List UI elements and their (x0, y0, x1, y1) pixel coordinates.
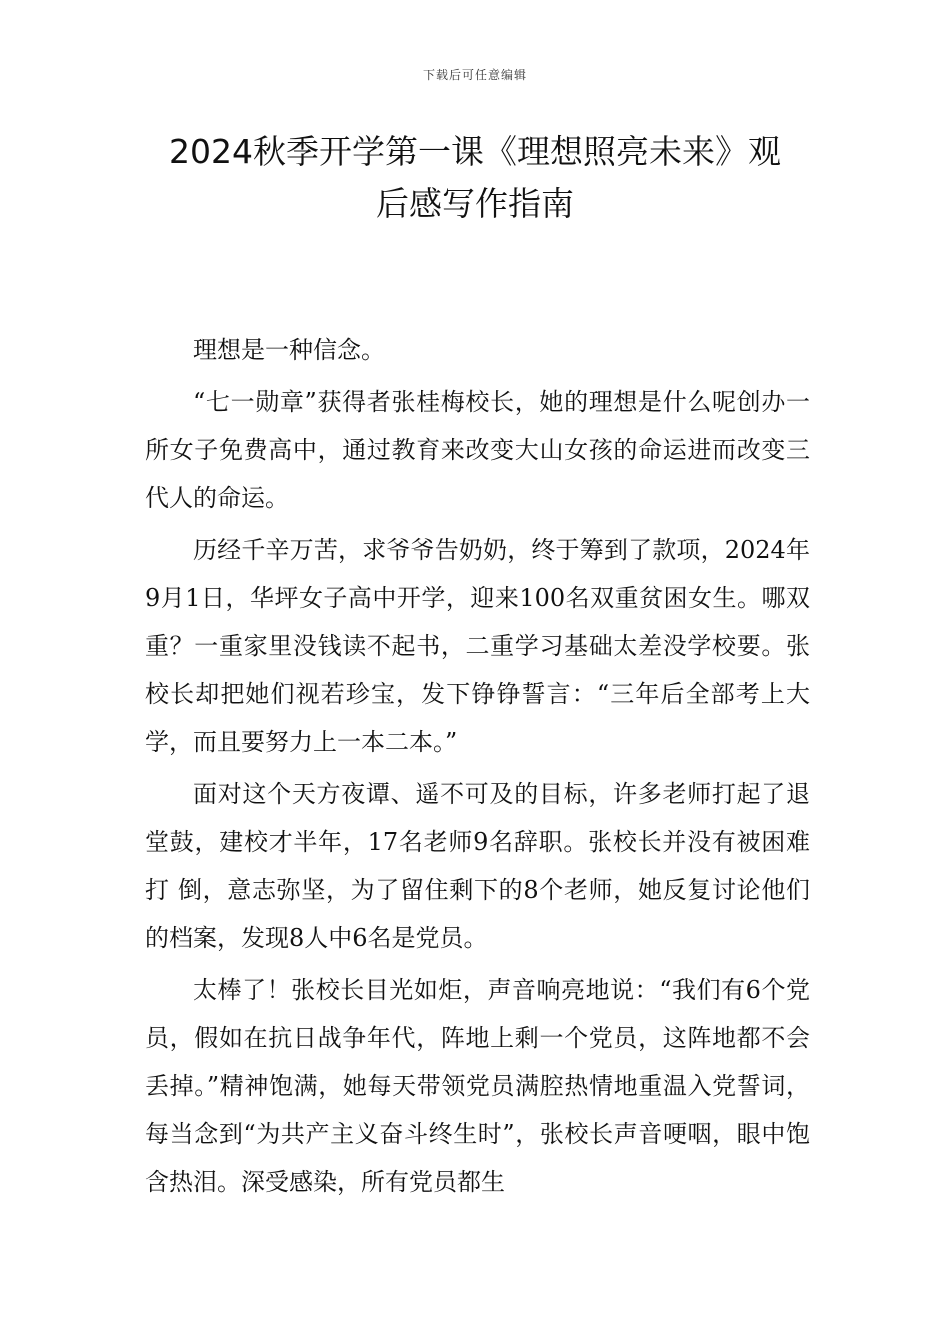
paragraph-5: 太棒了！张校长目光如炬，声音响亮地说：“我们有6个党员，假如在抗日战争年代，阵地上剩一个党员，这阵地都不会丢掉。”精神饱满，她每天带领党员满腔热情地重温入党誓词，每当念到“为共产主义奋斗终生时”，张校长声音哽咽，眼中饱含热泪。深受感染，所有党员都生 (145, 976, 810, 1196)
title-line-1: 2024秋季开学第一课《理想照亮未来》观 (169, 132, 781, 171)
paragraph-2: “七一勋章”获得者张桂梅校长，她的理想是什么呢创办一所女子免费高中，通过教育来改变大山女孩的命运进而改变三代人的命运。 (145, 388, 810, 512)
paragraph-1: 理想是一种信念。 (193, 336, 385, 364)
title-line-2: 后感写作指南 (376, 184, 574, 223)
paragraph-3: 历经千辛万苦，求爷爷告奶奶，终于筹到了款项，2024年9月1日，华坪女子高中开学，迎来100名双重贫困女生。哪双重？一重家里没钱读不起书，二重学习基础太差没学校要。张校长却把她们视若珍宝，发下铮铮誓言：“三年后全部考上大学，而且要努力上一本二本。” (145, 536, 810, 756)
document-title (120, 126, 830, 230)
header-note: 下载后可任意编辑 (422, 68, 527, 82)
paragraph-4: 面对这个天方夜谭、遥不可及的目标，许多老师打起了退堂鼓，建校才半年，17名老师9名辞职。张校长并没有被困难打 倒，意志弥坚，为了留住剩下的8个老师，她反复讨论他们的档案，发现8人中6名是党员。 (145, 780, 810, 952)
document-body (145, 326, 810, 1206)
